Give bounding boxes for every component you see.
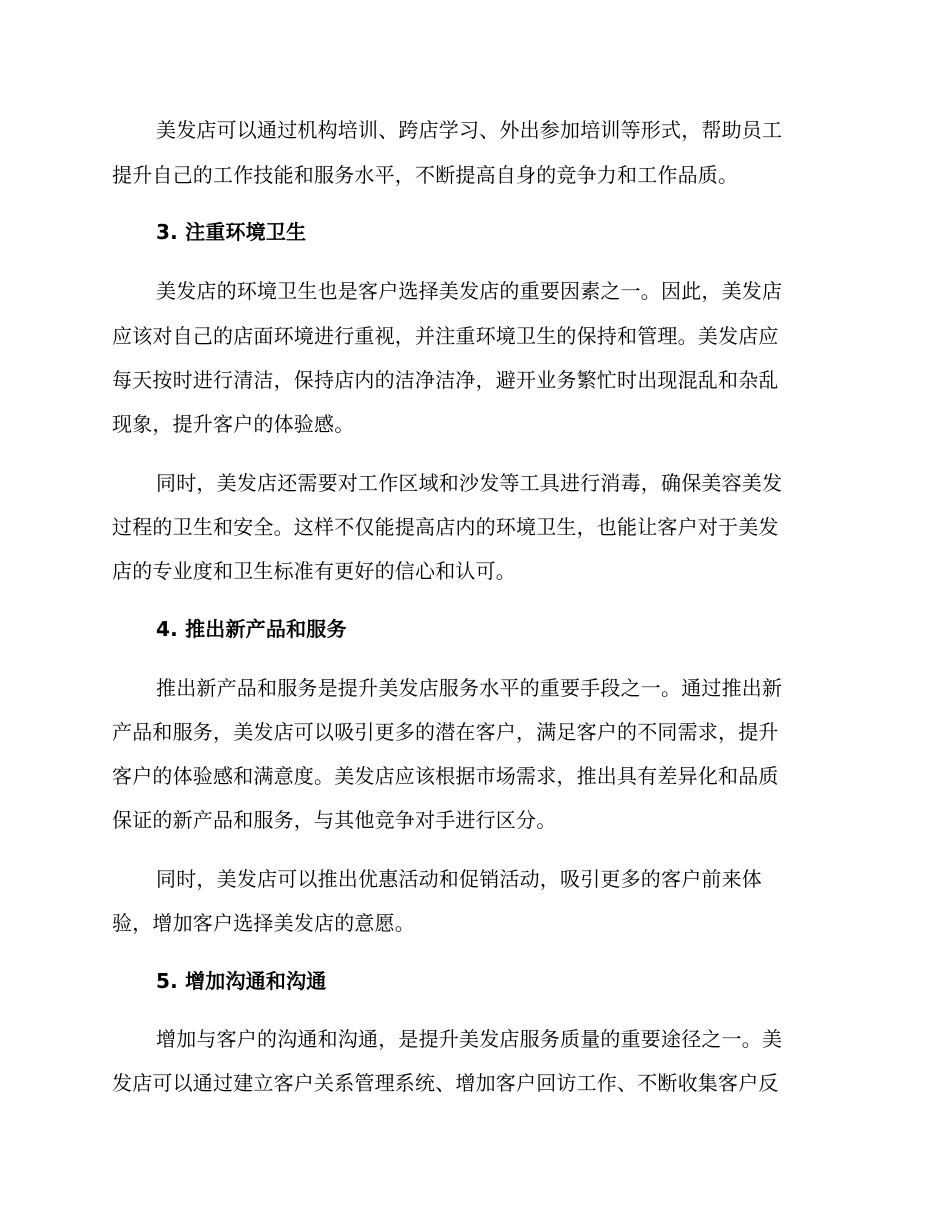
section-heading: 3. 注重环境卫生 (156, 220, 307, 244)
paragraph-line: 提升自己的工作技能和服务水平，不断提高自身的竞争力和工作品质。 (112, 163, 739, 187)
section-heading: 4. 推出新产品和服务 (156, 617, 347, 641)
paragraph-line: 保证的新产品和服务，与其他竞争对手进行区分。 (112, 808, 557, 832)
paragraph-line: 现象，提升客户的体验感。 (112, 412, 355, 436)
paragraph-line: 美发店的环境卫生也是客户选择美发店的重要因素之一。因此，美发店 (156, 279, 783, 303)
paragraph-line: 验，增加客户选择美发店的意愿。 (112, 911, 415, 935)
paragraph-line: 同时，美发店可以推出优惠活动和促销活动，吸引更多的客户前来体 (156, 867, 762, 891)
paragraph-line: 推出新产品和服务是提升美发店服务水平的重要手段之一。通过推出新 (156, 676, 783, 700)
paragraph-line: 店的专业度和卫生标准有更好的信心和认可。 (112, 559, 516, 583)
paragraph-line: 同时，美发店还需要对工作区域和沙发等工具进行消毒，确保美容美发 (156, 471, 783, 495)
paragraph-line: 发店可以通过建立客户关系管理系统、增加客户回访工作、不断收集客户反 (112, 1071, 779, 1095)
paragraph-line: 每天按时进行清洁，保持店内的洁净洁净，避开业务繁忙时出现混乱和杂乱 (112, 368, 779, 392)
section-heading: 5. 增加沟通和沟通 (156, 969, 327, 993)
paragraph-line: 产品和服务，美发店可以吸引更多的潜在客户，满足客户的不同需求，提升 (112, 720, 779, 744)
paragraph-line: 应该对自己的店面环境进行重视，并注重环境卫生的保持和管理。美发店应 (112, 324, 779, 348)
paragraph-line: 增加与客户的沟通和沟通，是提升美发店服务质量的重要途径之一。美 (156, 1027, 783, 1051)
paragraph-line: 客户的体验感和满意度。美发店应该根据市场需求，推出具有差异化和品质 (112, 764, 779, 788)
paragraph-line: 美发店可以通过机构培训、跨店学习、外出参加培训等形式，帮助员工 (156, 118, 783, 142)
paragraph-line: 过程的卫生和安全。这样不仅能提高店内的环境卫生，也能让客户对于美发 (112, 515, 779, 539)
